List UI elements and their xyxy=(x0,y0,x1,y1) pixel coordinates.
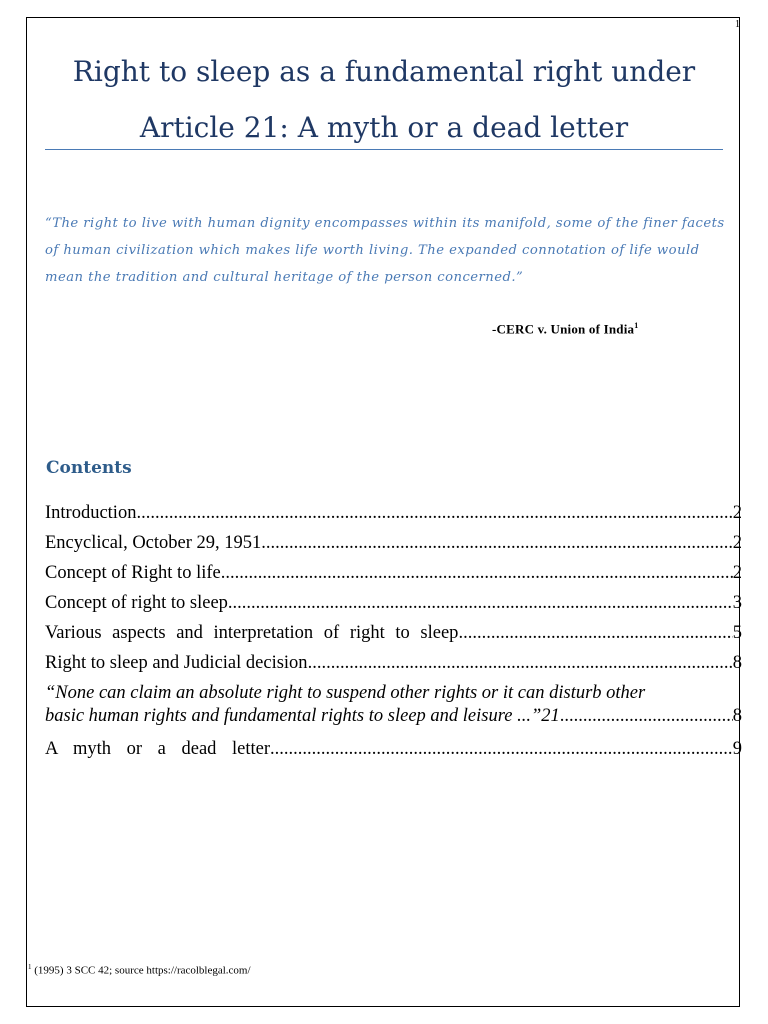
table-of-contents xyxy=(45,498,742,764)
toc-leader-dots xyxy=(228,588,733,618)
toc-entry-page: 2 xyxy=(732,503,742,523)
toc-entry-label: Introduction xyxy=(45,503,137,523)
page-number: 1 xyxy=(735,19,740,30)
toc-leader-dots xyxy=(136,498,732,528)
toc-entry-page: 8 xyxy=(732,706,742,726)
document-title xyxy=(44,44,724,156)
toc-entry-label: Encyclical, October 29, 1951 xyxy=(45,533,262,553)
toc-entry-page: 9 xyxy=(732,739,742,759)
toc-entry-label: Concept of right to sleep xyxy=(45,593,228,613)
footnote-reference[interactable]: 1 xyxy=(634,321,639,330)
toc-entry-right-to-sleep[interactable] xyxy=(45,588,742,618)
toc-leader-dots xyxy=(221,558,733,588)
toc-entry-various-aspects[interactable] xyxy=(45,618,742,648)
toc-entry-page: 3 xyxy=(732,593,742,613)
toc-leader-dots xyxy=(261,528,732,558)
title-line-2: Article 21: A myth or a dead letter xyxy=(139,111,629,144)
contents-heading: Contents xyxy=(46,458,132,478)
epigraph-citation xyxy=(492,321,638,337)
title-underline xyxy=(45,149,723,150)
title-line-1: Right to sleep as a fundamental right under xyxy=(72,55,696,88)
toc-entry-page: 2 xyxy=(732,533,742,553)
toc-entry-page: 2 xyxy=(732,563,742,583)
toc-entry-myth-or-dead-letter[interactable] xyxy=(45,734,742,764)
footnote-text: (1995) 3 SCC 42; source https://racolblegal.com/ xyxy=(34,964,251,977)
toc-entry-label-line-1: “None can claim an absolute right to suspend other rights or it can disturb other xyxy=(45,683,646,703)
toc-entry-label-line-2: basic human rights and fundamental rights to sleep and leisure ...”21 xyxy=(45,706,560,726)
toc-entry-label: A myth or a dead letter xyxy=(45,739,271,759)
toc-leader-dots xyxy=(308,648,733,678)
toc-leader-dots xyxy=(270,734,733,764)
footnote xyxy=(28,963,251,977)
toc-entry-quote[interactable] xyxy=(45,678,742,734)
toc-entry-encyclical[interactable] xyxy=(45,528,742,558)
toc-entry-page: 5 xyxy=(732,623,742,643)
toc-entry-page: 8 xyxy=(732,653,742,673)
toc-entry-line-2 xyxy=(45,705,742,728)
toc-entry-right-to-life[interactable] xyxy=(45,558,742,588)
toc-leader-dots xyxy=(458,618,732,648)
toc-entry-label: Concept of Right to life xyxy=(45,563,221,583)
footnote-marker: 1 xyxy=(28,963,32,971)
toc-entry-label: Various aspects and interpretation of right to sleep xyxy=(45,623,459,643)
toc-leader-dots xyxy=(560,705,733,728)
epigraph-quote: “The right to live with human dignity encompasses within its manifold, some of the finer facets of human civilization which makes life worth living. The expanded connotation of life would mean the tradition and cultural heritage of the person concerned.” xyxy=(45,216,725,285)
toc-entry-judicial-decision[interactable] xyxy=(45,648,742,678)
citation-text: -CERC v. Union of India xyxy=(492,321,635,337)
toc-entry-label: Right to sleep and Judicial decision xyxy=(45,653,308,673)
toc-entry-introduction[interactable] xyxy=(45,498,742,528)
